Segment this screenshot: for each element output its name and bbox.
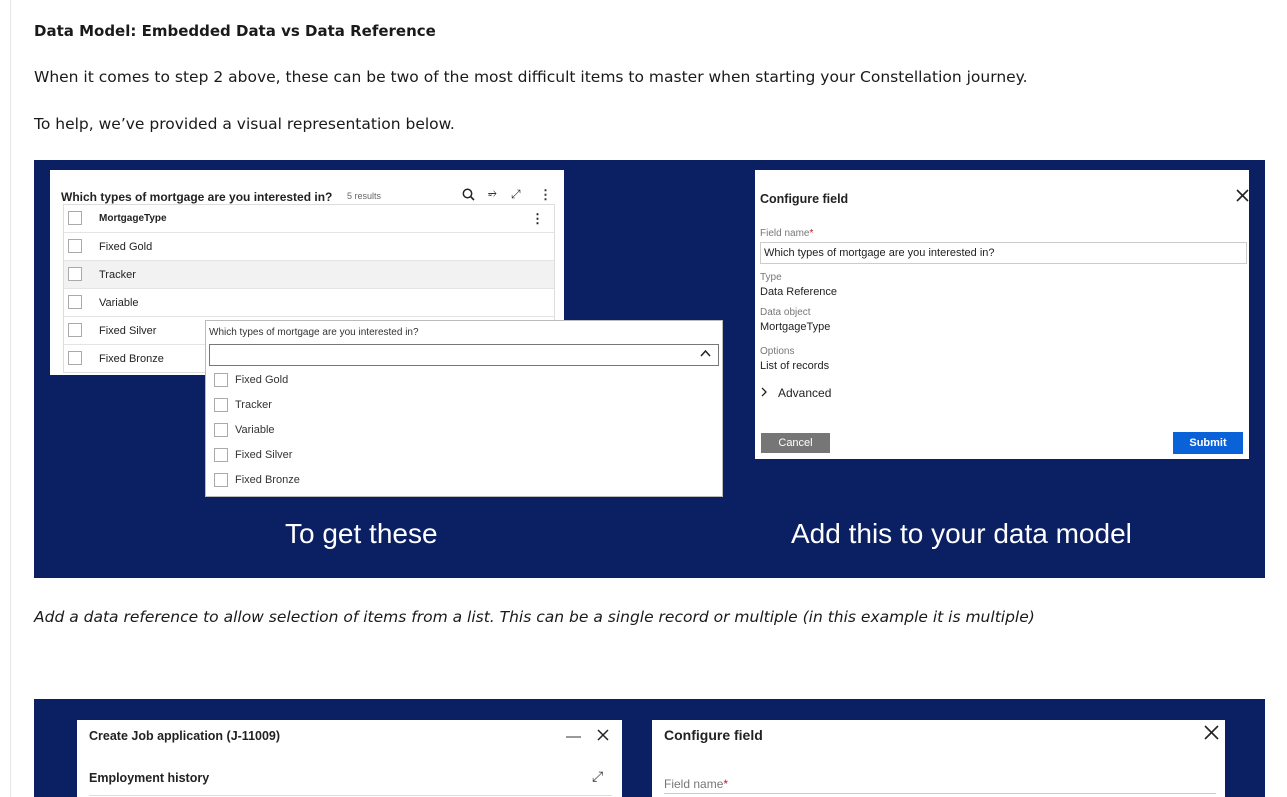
row-checkbox[interactable]: [68, 351, 82, 365]
option-label: Fixed Gold: [235, 374, 289, 386]
cancel-button[interactable]: Cancel: [761, 433, 830, 453]
row-label: Tracker: [99, 269, 136, 281]
employment-history-heading: Employment history: [89, 771, 210, 785]
option-checkbox[interactable]: [214, 398, 228, 412]
caption-to-get-these: To get these: [285, 518, 438, 549]
required-mark: *: [809, 228, 814, 239]
create-job-application-dialog: [77, 720, 622, 797]
dialog-title: Configure field: [664, 727, 763, 743]
required-mark: *: [723, 777, 729, 791]
dropdown-option[interactable]: [214, 422, 694, 442]
submit-button[interactable]: Submit: [1173, 432, 1243, 454]
option-label: Variable: [235, 424, 275, 436]
figure-caption: Add a data reference to allow selection of items from a list. This can be a single record or multiple (in this example it is multiple): [34, 608, 1035, 626]
table-row[interactable]: [64, 261, 554, 289]
option-label: Fixed Silver: [235, 449, 293, 461]
chevron-right-icon: [760, 386, 778, 400]
mortgage-dropdown-card: [205, 320, 723, 497]
kebab-icon[interactable]: ⋮: [539, 187, 552, 202]
option-label: Fixed Bronze: [235, 474, 300, 486]
row-label: Variable: [99, 297, 139, 309]
option-label: Tracker: [235, 399, 272, 411]
field-name-input[interactable]: [760, 242, 1247, 264]
row-label: Fixed Gold: [99, 241, 153, 253]
advanced-toggle[interactable]: [760, 386, 831, 400]
data-object-value: MortgageType: [760, 321, 831, 333]
chevron-up-icon[interactable]: [700, 348, 711, 360]
dropdown-option[interactable]: [214, 397, 694, 417]
select-all-checkbox[interactable]: [68, 211, 82, 225]
export-icon[interactable]: ⥴: [488, 187, 497, 199]
option-checkbox[interactable]: [214, 373, 228, 387]
figure-data-reference: [34, 160, 1265, 578]
row-label: Fixed Bronze: [99, 353, 164, 365]
table-row[interactable]: [64, 233, 554, 261]
minimize-icon[interactable]: —: [566, 728, 581, 745]
field-name-label: Field name*: [760, 228, 814, 239]
field-name-input[interactable]: [664, 793, 1216, 794]
column-kebab-icon[interactable]: ⋮: [531, 211, 544, 226]
dropdown-option[interactable]: [214, 472, 694, 492]
configure-field-dialog: [652, 720, 1225, 797]
table-header-row: [64, 205, 554, 233]
advanced-label: Advanced: [778, 386, 832, 400]
table-top-border: [89, 795, 612, 796]
dropdown-label: Which types of mortgage are you interested in?: [209, 327, 419, 338]
type-value: Data Reference: [760, 286, 838, 298]
dropdown-option[interactable]: [214, 447, 694, 467]
option-checkbox[interactable]: [214, 448, 228, 462]
dialog-title: Create Job application (J-11009): [89, 729, 281, 743]
dialog-title: Configure field: [760, 192, 849, 206]
caption-add-to-data-model: Add this to your data model: [791, 518, 1132, 549]
expand-icon[interactable]: ⤢: [511, 187, 521, 201]
options-label: Options: [760, 346, 795, 357]
row-label: Fixed Silver: [99, 325, 157, 337]
left-border: [10, 0, 11, 797]
mortgage-multiselect-input[interactable]: [209, 344, 719, 366]
table-title: Which types of mortgage are you interested in?: [61, 190, 333, 204]
field-name-value: Which types of mortgage are you interested in?: [764, 247, 995, 259]
option-checkbox[interactable]: [214, 473, 228, 487]
type-label: Type: [760, 272, 782, 283]
configure-field-dialog: [755, 170, 1249, 459]
field-name-label: Field name*: [664, 777, 729, 791]
data-object-label: Data object: [760, 307, 811, 318]
results-count: 5 results: [347, 191, 382, 201]
close-icon[interactable]: [597, 728, 609, 746]
figure-embedded-data: [34, 699, 1265, 797]
intro-paragraph: When it comes to step 2 above, these can be two of the most difficult items to master when starting your Constellation journey.: [34, 68, 1028, 86]
option-checkbox[interactable]: [214, 423, 228, 437]
row-checkbox[interactable]: [68, 323, 82, 337]
row-checkbox[interactable]: [68, 267, 82, 281]
close-icon[interactable]: [1204, 724, 1219, 746]
table-row[interactable]: [64, 289, 554, 317]
row-checkbox[interactable]: [68, 239, 82, 253]
column-header-mortgagetype[interactable]: MortgageType: [99, 213, 167, 224]
search-icon[interactable]: [462, 188, 475, 203]
row-checkbox[interactable]: [68, 295, 82, 309]
dropdown-option[interactable]: [214, 372, 694, 392]
options-value: List of records: [760, 360, 830, 372]
section-heading: Data Model: Embedded Data vs Data Reference: [34, 22, 436, 40]
close-icon[interactable]: [1236, 187, 1249, 205]
expand-icon[interactable]: ⤢: [592, 768, 604, 784]
help-paragraph: To help, we’ve provided a visual representation below.: [34, 115, 455, 133]
